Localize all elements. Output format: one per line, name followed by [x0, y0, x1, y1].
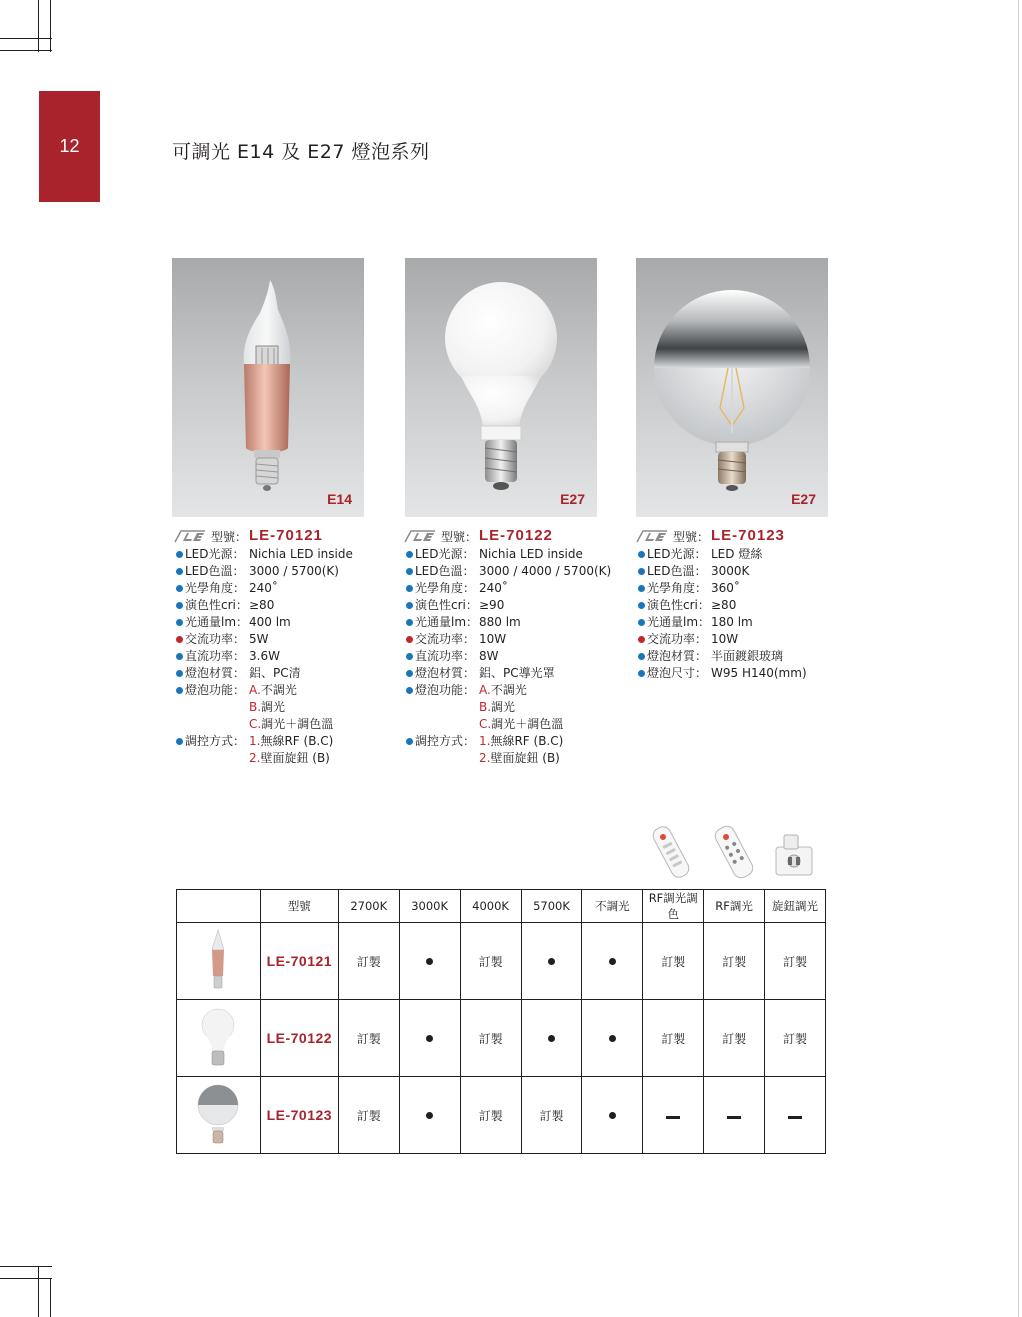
not-available-dash-icon — [727, 1116, 741, 1119]
bullet-dot-icon — [406, 568, 413, 575]
not-available-dash-icon — [788, 1116, 802, 1119]
table-cell-dot — [399, 923, 460, 1000]
spec-block-le-70123 — [635, 527, 875, 682]
spec-sub-row: 2.壁面旋鈕 (B) — [479, 751, 560, 765]
table-cell: 訂製 — [704, 1000, 765, 1077]
page-number-tab — [39, 91, 100, 202]
le-logo-icon — [635, 528, 669, 544]
base-label-e27: E27 — [791, 491, 816, 507]
base-label-e27: E27 — [560, 491, 585, 507]
bullet-dot-icon — [176, 568, 183, 575]
spec-row: 燈泡材質： 鋁、PC導光罩 — [403, 665, 643, 682]
bullet-dot-icon — [638, 619, 645, 626]
spec-header — [403, 527, 643, 546]
spec-row: 演色性cri： ≥80 — [173, 597, 413, 614]
table-cell-dot — [399, 1000, 460, 1077]
available-dot-icon — [609, 1112, 616, 1119]
spec-row: LED色溫： 3000 / 4000 / 5700(K) — [403, 563, 643, 580]
spec-block-le-70121 — [173, 527, 413, 767]
spec-row: 光通量lm： 400 lm — [173, 614, 413, 631]
base-label-e14: E14 — [327, 491, 352, 507]
spec-row: 交流功率： 10W — [635, 631, 875, 648]
rf-color-remote-icon — [648, 823, 694, 881]
product-photo-le-70121 — [172, 258, 364, 517]
table-header: RF調光調色 — [643, 890, 704, 923]
spec-block-le-70122 — [403, 527, 643, 767]
available-dot-icon — [426, 1035, 433, 1042]
crop-mark-bottom-left-v — [38, 1266, 39, 1317]
globe-bulb-image — [636, 258, 828, 517]
a-bulb-image — [405, 258, 597, 517]
crop-mark-top-left-v — [38, 0, 39, 52]
spec-row: 光學角度： 240˚ — [403, 580, 643, 597]
available-dot-icon — [426, 958, 433, 965]
row-thumbnail-a-bulb-icon — [177, 1000, 261, 1077]
bullet-dot-red-icon — [638, 636, 645, 643]
not-available-dash-icon — [666, 1116, 680, 1119]
crop-mark-top-left-v2 — [50, 0, 51, 52]
table-header: 2700K — [338, 890, 399, 923]
spec-row-function: 燈泡功能： A.不調光 — [173, 682, 413, 699]
model-label: 型號： — [441, 530, 478, 544]
page-title: 可調光 E14 及 E27 燈泡系列 — [172, 141, 430, 163]
spec-row: LED光源： Nichia LED inside — [403, 546, 643, 563]
rf-dimmer-remote-icon — [708, 823, 760, 881]
table-cell-dot — [521, 923, 582, 1000]
candle-bulb-image — [172, 258, 364, 517]
model-number: LE-70122 — [479, 527, 553, 544]
row-thumbnail-candle-bulb-icon — [177, 923, 261, 1000]
table-row — [177, 1000, 826, 1077]
bullet-dot-icon — [638, 653, 645, 660]
model-number: LE-70123 — [711, 527, 785, 544]
table-cell: 訂製 — [338, 923, 399, 1000]
available-dot-icon — [548, 1035, 555, 1042]
spec-row: 燈泡尺寸： W95 H140(mm) — [635, 665, 875, 682]
bullet-dot-icon — [638, 568, 645, 575]
table-cell: 訂製 — [704, 923, 765, 1000]
bullet-dot-icon — [406, 602, 413, 609]
table-header: 4000K — [460, 890, 521, 923]
table-cell-dot — [399, 1077, 460, 1154]
available-dot-icon — [426, 1112, 433, 1119]
table-cell-dot — [582, 1077, 643, 1154]
product-photo-le-70123 — [636, 258, 828, 517]
bullet-dot-icon — [176, 670, 183, 677]
spec-header — [173, 527, 413, 546]
table-header: 5700K — [521, 890, 582, 923]
bullet-dot-icon — [638, 551, 645, 558]
model-label: 型號： — [211, 530, 248, 544]
bullet-dot-icon — [176, 653, 183, 660]
bullet-dot-icon — [638, 670, 645, 677]
table-cell: 訂製 — [643, 1000, 704, 1077]
bullet-dot-icon — [406, 670, 413, 677]
spec-row: 演色性cri： ≥80 — [635, 597, 875, 614]
row-thumbnail-globe-bulb-icon — [177, 1077, 261, 1154]
bullet-dot-icon — [406, 687, 413, 694]
spec-row: 直流功率： 3.6W — [173, 648, 413, 665]
table-header — [177, 890, 261, 923]
spec-row: LED光源： LED 燈絲 — [635, 546, 875, 563]
le-logo-icon — [173, 528, 207, 544]
available-dot-icon — [609, 958, 616, 965]
product-photo-le-70122 — [405, 258, 597, 517]
bullet-dot-icon — [176, 619, 183, 626]
crop-mark-top-left-h — [0, 38, 52, 39]
spec-row: 燈泡材質： 半面鍍銀玻璃 — [635, 648, 875, 665]
spec-sub-row: B.調光 — [479, 700, 516, 714]
spec-row: 光通量lm： 180 lm — [635, 614, 875, 631]
table-cell: 訂製 — [460, 1077, 521, 1154]
table-cell: 訂製 — [521, 1077, 582, 1154]
table-cell-dot — [582, 923, 643, 1000]
table-header: 型號 — [260, 890, 338, 923]
bullet-dot-icon — [406, 551, 413, 558]
model-number: LE-70121 — [249, 527, 323, 544]
spec-row: 交流功率： 10W — [403, 631, 643, 648]
table-cell-dash — [765, 1077, 826, 1154]
table-cell: 訂製 — [338, 1000, 399, 1077]
spec-sub-row: C.調光＋調色溫 — [249, 717, 334, 731]
bullet-dot-icon — [406, 653, 413, 660]
model-label: 型號： — [673, 530, 710, 544]
table-cell: 訂製 — [460, 1000, 521, 1077]
bullet-dot-icon — [176, 738, 183, 745]
spec-row: 燈泡材質： 鋁、PC清 — [173, 665, 413, 682]
bullet-dot-icon — [406, 619, 413, 626]
spec-row-control: 調控方式： 1.無線RF (B.C) — [403, 733, 643, 750]
right-edge-line — [1018, 0, 1019, 1317]
crop-mark-top-left-h2 — [0, 50, 52, 51]
table-row — [177, 1077, 826, 1154]
bullet-dot-icon — [638, 602, 645, 609]
table-cell-dot — [582, 1000, 643, 1077]
spec-row: 光通量lm： 880 lm — [403, 614, 643, 631]
table-cell-dot — [521, 1000, 582, 1077]
table-cell-model: LE-70123 — [260, 1077, 338, 1154]
model-comparison-table — [176, 889, 826, 1154]
table-cell-dash — [704, 1077, 765, 1154]
spec-sub-row: B.調光 — [249, 700, 286, 714]
table-row — [177, 923, 826, 1000]
knob-dimmer-icon — [770, 831, 818, 881]
spec-row: 演色性cri： ≥90 — [403, 597, 643, 614]
table-cell-model: LE-70121 — [260, 923, 338, 1000]
spec-row: 交流功率： 5W — [173, 631, 413, 648]
table-cell: 訂製 — [338, 1077, 399, 1154]
table-header: 3000K — [399, 890, 460, 923]
spec-row-function: 燈泡功能： A.不調光 — [403, 682, 643, 699]
spec-row: LED光源： Nichia LED inside — [173, 546, 413, 563]
table-cell: 訂製 — [765, 923, 826, 1000]
bullet-dot-icon — [176, 585, 183, 592]
table-header: 不調光 — [582, 890, 643, 923]
crop-mark-bottom-left-h — [0, 1266, 52, 1267]
spec-row: LED色溫： 3000K — [635, 563, 875, 580]
table-cell: 訂製 — [460, 923, 521, 1000]
bullet-dot-icon — [176, 602, 183, 609]
bullet-dot-icon — [176, 551, 183, 558]
spec-row: LED色溫： 3000 / 5700(K) — [173, 563, 413, 580]
table-header: RF調光 — [704, 890, 765, 923]
table-cell: 訂製 — [765, 1000, 826, 1077]
spec-row-control: 調控方式： 1.無線RF (B.C) — [173, 733, 413, 750]
spec-sub-row: 2.壁面旋鈕 (B) — [249, 751, 330, 765]
spec-row: 光學角度： 360˚ — [635, 580, 875, 597]
bullet-dot-red-icon — [406, 636, 413, 643]
crop-mark-bottom-left-v2 — [50, 1278, 51, 1317]
spec-row: 光學角度： 240˚ — [173, 580, 413, 597]
crop-mark-bottom-left-h2 — [0, 1278, 52, 1279]
table-cell: 訂製 — [643, 923, 704, 1000]
available-dot-icon — [548, 958, 555, 965]
bullet-dot-icon — [638, 585, 645, 592]
table-header: 旋鈕調光 — [765, 890, 826, 923]
spec-header — [635, 527, 875, 546]
bullet-dot-red-icon — [176, 636, 183, 643]
spec-row: 直流功率： 8W — [403, 648, 643, 665]
available-dot-icon — [609, 1035, 616, 1042]
bullet-dot-icon — [406, 738, 413, 745]
le-logo-icon — [403, 528, 437, 544]
spec-sub-row: C.調光＋調色溫 — [479, 717, 564, 731]
bullet-dot-icon — [176, 687, 183, 694]
table-header-row — [177, 890, 826, 923]
page-number: 12 — [59, 136, 80, 156]
bullet-dot-icon — [406, 585, 413, 592]
table-cell-dash — [643, 1077, 704, 1154]
table-cell-model: LE-70122 — [260, 1000, 338, 1077]
